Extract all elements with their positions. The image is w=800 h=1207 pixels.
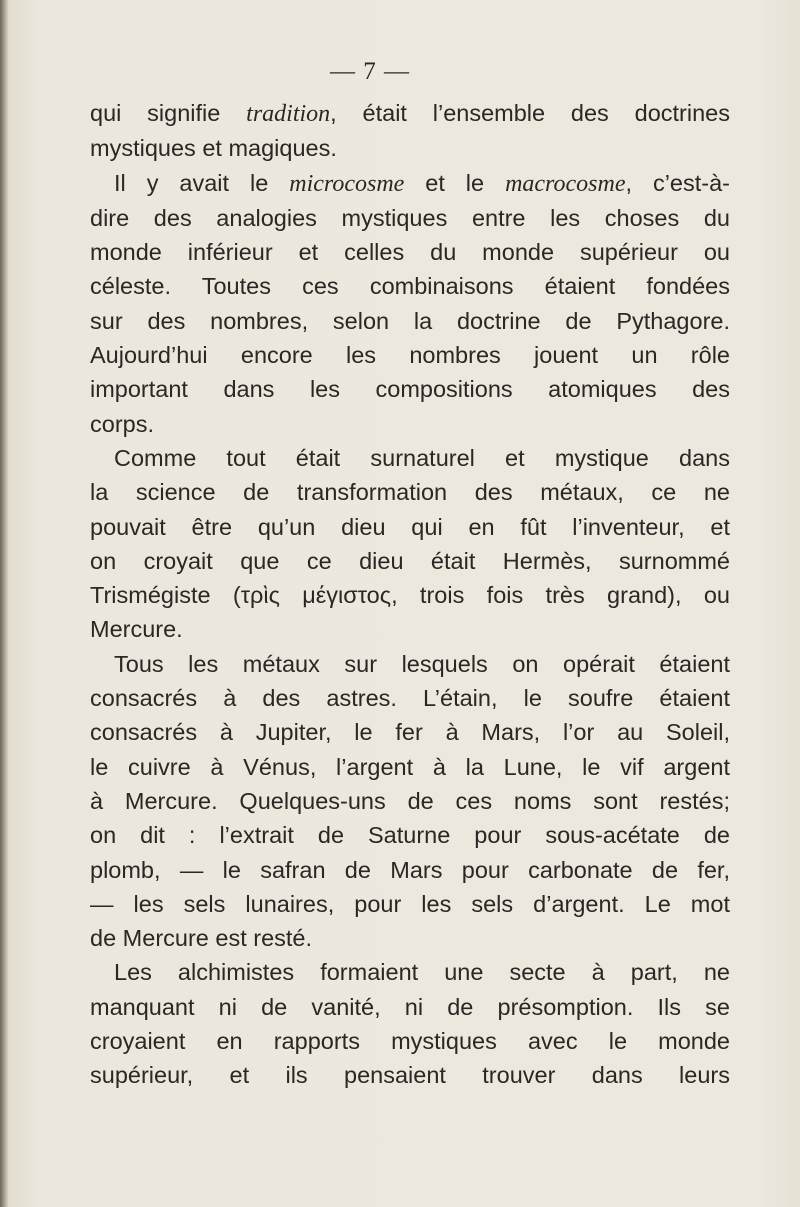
text-line: Mercure. — [90, 616, 183, 643]
text-line: céleste. Toutes ces combinaisons étaient fondées — [90, 273, 730, 300]
text-line: la science de transformation des métaux, ce ne — [90, 479, 730, 506]
text-line: de Mercure est resté. — [90, 925, 313, 952]
emphasis-microcosme: microcosme — [289, 170, 405, 197]
text-line: consacrés à des astres. L’étain, le soufre étaient — [90, 685, 730, 712]
text-line: qui signifie tradition, était l’ensemble des doctrines — [90, 100, 730, 127]
text-line: Il y avait le microcosme et le macrocosme, c’est-à- — [114, 169, 731, 197]
text-line: Les alchimistes formaient une secte à part, ne — [114, 959, 730, 986]
text-line: croyaient en rapports mystiques avec le monde — [90, 1028, 730, 1055]
emphasis-tradition: tradition — [246, 101, 331, 127]
text-line: on dit : l’extrait de Saturne pour sous-acétate de — [90, 822, 730, 849]
text-line: mystiques et magiques. — [90, 135, 337, 162]
text-line: Tous les métaux sur lesquels on opérait étaient — [114, 650, 730, 677]
text-line: monde inférieur et celles du monde supérieur ou — [90, 239, 730, 266]
text-line: supérieur, et ils pensaient trouver dans leurs — [90, 1062, 730, 1089]
text-line: plomb, — le safran de Mars pour carbonate de fer, — [90, 856, 730, 883]
text-line: Trismégiste (τρὶς μέγιστος, trois fois très grand), ou — [90, 582, 730, 609]
text-line: important dans les compositions atomiques des — [90, 376, 730, 403]
body-text — [90, 96, 730, 1093]
emphasis-macrocosme: macrocosme — [505, 170, 626, 197]
page-binding-edge — [0, 0, 8, 1207]
text-line: Aujourd’hui encore les nombres jouent un rôle — [90, 342, 730, 369]
text-line: à Mercure. Quelques-uns de ces noms sont restés; — [90, 787, 730, 814]
text-line: — les sels lunaires, pour les sels d’argent. Le mot — [90, 890, 730, 917]
page-number: — 7 — — [330, 58, 410, 85]
text-line: sur des nombres, selon la doctrine de Pythagore. — [90, 307, 730, 334]
text-line: manquant ni de vanité, ni de présomption. Ils se — [90, 993, 730, 1020]
text-line: dire des analogies mystiques entre les choses du — [90, 204, 730, 231]
text-line: le cuivre à Vénus, l’argent à la Lune, le vif argent — [90, 753, 730, 780]
text-line: corps. — [90, 410, 154, 437]
text-line: pouvait être qu’un dieu qui en fût l’inventeur, et — [90, 513, 730, 540]
text-line: on croyait que ce dieu était Hermès, surnommé — [90, 547, 730, 574]
text-line: Comme tout était surnaturel et mystique dans — [114, 444, 730, 471]
text-line: consacrés à Jupiter, le fer à Mars, l’or au Soleil, — [90, 719, 730, 746]
